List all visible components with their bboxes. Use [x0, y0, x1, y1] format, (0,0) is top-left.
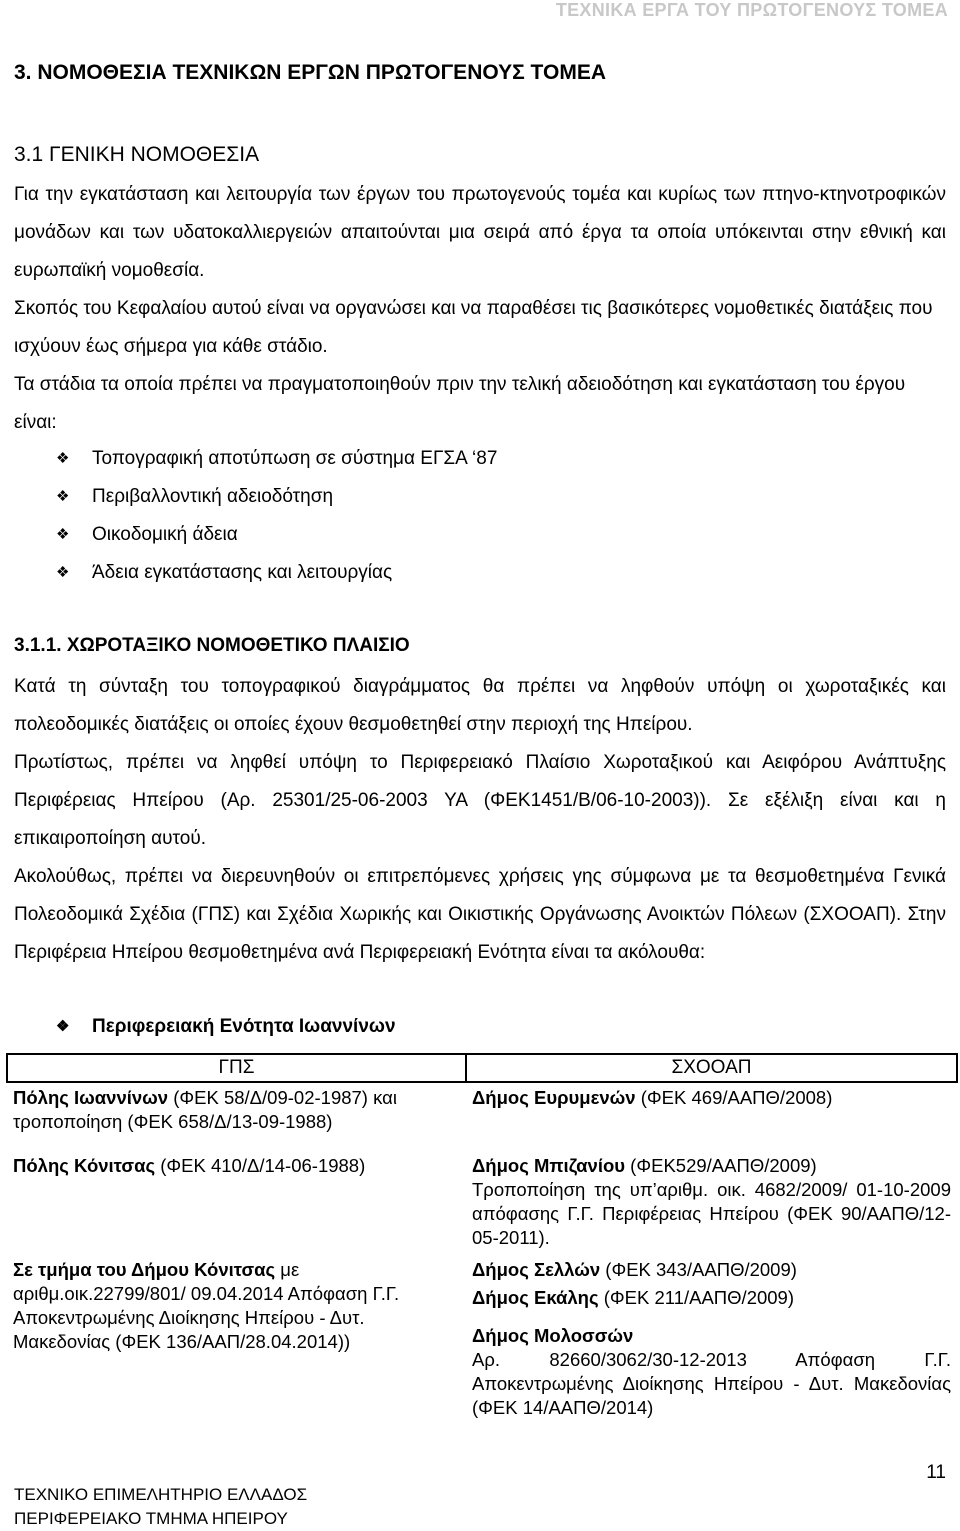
plan-name: Πόλης Κόνιτσας: [13, 1155, 156, 1176]
table-cell: [466, 1082, 957, 1154]
plan-name: Δήμος Εκάλης: [472, 1287, 599, 1308]
stages-paragraph: Τα στάδια τα οποία πρέπει να πραγματοποιηθούν πριν την τελική αδειοδότηση και εγκατάσταση του έργου είναι:: [14, 374, 906, 433]
plan-details: (ΦΕΚ 469/ΑΑΠΘ/2008): [635, 1087, 833, 1108]
stage-label: Τοπογραφική αποτύπωση σε σύστημα ΕΓΣΑ ‘87: [92, 448, 498, 469]
plans-table: [6, 1053, 958, 1420]
diamond-bullet-icon: ❖: [56, 526, 70, 543]
column-header-gps: ΓΠΣ: [7, 1054, 466, 1082]
table-row: [7, 1258, 957, 1420]
regional-unit-heading: [56, 1008, 396, 1046]
land-use-paragraph: Ακολούθως, πρέπει να διερευνηθούν οι επιτρεπόμενες χρήσεις γης σύμφωνα με τα θεσμοθετημένα Γενικά Πολεοδομικά Σχέδια (ΓΠΣ) και Σχέδια Χωρικής και Οικιστικής Οργάνωσης Ανοικτών Πόλεων (ΣΧΟΟΑΠ). Στην Περιφέρεια Ηπείρου θεσμοθετημένα ανά Περιφερειακή Ενότητα είναι τα ακόλουθα:: [14, 866, 946, 963]
list-item: [56, 478, 497, 516]
list-item: [56, 516, 497, 554]
plan-details: (ΦΕΚ529/ΑΑΠΘ/2009): [625, 1155, 817, 1176]
running-header: ΤΕΧΝΙΚΑ ΕΡΓΑ ΤΟΥ ΠΡΩΤΟΓΕΝΟΥΣ ΤΟΜΕΑ: [555, 0, 948, 20]
diamond-bullet-icon: ❖: [56, 564, 70, 581]
footer-line-organization: ΤΕΧΝΙΚΟ ΕΠΙΜΕΛΗΤΗΡΙΟ ΕΛΛΑΔΟΣ: [14, 1485, 308, 1504]
footer-line-department: ΠΕΡΙΦΕΡΕΙΑΚΟ ΤΜΗΜΑ ΗΠΕΙΡΟΥ: [14, 1509, 288, 1528]
plan-name: Δήμος Ευρυμενών: [472, 1087, 636, 1108]
subsubsection-title: 3.1.1. ΧΩΡΟΤΑΞΙΚΟ ΝΟΜΟΘΕΤΙΚΟ ΠΛΑΙΣΙΟ: [14, 635, 410, 656]
list-item: [56, 554, 497, 592]
table-cell: [7, 1154, 466, 1258]
page-number: 11: [926, 1462, 946, 1483]
plan-name: Δήμος Σελλών: [472, 1259, 601, 1280]
section-title: 3. ΝΟΜΟΘΕΣΙΑ ΤΕΧΝΙΚΩΝ ΕΡΓΩΝ ΠΡΩΤΟΓΕΝΟΥΣ ΤΟΜΕΑ: [14, 61, 606, 84]
table-row: [7, 1154, 957, 1258]
diamond-bullet-icon: ❖: [56, 488, 70, 505]
plan-details: με αριθμ.οικ.22799/801/ 09.04.2014 Απόφαση Γ.Γ. Αποκεντρωμένης Διοίκησης Ηπείρου - Δυτ. Μακεδονίας (ΦΕΚ 136/ΑΑΠ/28.04.2014)): [13, 1259, 400, 1352]
regional-framework-paragraph: Πρωτίστως, πρέπει να ληφθεί υπόψη το Περιφερειακό Πλαίσιο Χωροταξικού και Αειφόρου Ανάπτυξης Περιφέρειας Ηπείρου (Αρ. 25301/25-06-2003 ΥΑ (ΦΕΚ1451/Β/06-10-2003)). Σε εξέλιξη είναι και η επικαιροποίηση αυτού.: [14, 752, 946, 849]
plan-details: (ΦΕΚ 58/Δ/09-02-1987) και τροποποίηση (ΦΕΚ 658/Δ/13-09-1988): [13, 1087, 397, 1132]
table-row: [7, 1082, 957, 1154]
diamond-bullet-icon: ❖: [56, 1018, 70, 1035]
stage-label: Άδεια εγκατάστασης και λειτουργίας: [92, 562, 393, 583]
stage-label: Οικοδομική άδεια: [92, 524, 238, 545]
stages-list: [56, 440, 497, 592]
regional-unit-label: Περιφερειακή Ενότητα Ιωαννίνων: [92, 1016, 396, 1037]
table-cell: [7, 1258, 466, 1420]
plan-name: Πόλης Ιωαννίνων: [13, 1087, 169, 1108]
table-cell: [466, 1258, 957, 1420]
plan-name: Δήμος Μολοσσών: [472, 1325, 634, 1346]
purpose-paragraph: Σκοπός του Κεφαλαίου αυτού είναι να οργανώσει και να παραθέσει τις βασικότερες νομοθετικές διατάξεις που ισχύουν έως σήμερα για κάθε στάδιο.: [14, 298, 933, 357]
plan-details: (ΦΕΚ 410/Δ/14-06-1988): [155, 1155, 366, 1176]
plan-details: (ΦΕΚ 343/ΑΑΠΘ/2009): [600, 1259, 797, 1280]
diamond-bullet-icon: ❖: [56, 450, 70, 467]
subsection-title: 3.1 ΓΕΝΙΚΗ ΝΟΜΟΘΕΣΙΑ: [14, 143, 260, 166]
plan-name: Δήμος Μπιζανίου: [472, 1155, 626, 1176]
intro-paragraph: Για την εγκατάσταση και λειτουργία των έργων του πρωτογενούς τομέα και κυρίως των πτηνο-κτηνοτροφικών μονάδων και των υδατοκαλλιεργειών απαιτούνται μια σειρά από έργα τα οποία υπόκεινται στην εθνική και ευρωπαϊκή νομοθεσία.: [14, 184, 946, 281]
plan-amendment: Τροποποίηση της υπ’αριθμ. οικ. 4682/2009/ 01-10-2009 απόφασης Γ.Γ. Περιφέρειας Ηπείρου (ΦΕΚ 90/ΑΑΠΘ/12-05-2011).: [472, 1179, 951, 1248]
planning-paragraph: Κατά τη σύνταξη του τοπογραφικού διαγράμματος θα πρέπει να ληφθούν υπόψη οι χωροταξικές και πολεοδομικές διατάξεις οι οποίες έχουν θεσμοθετηθεί στην περιοχή της Ηπείρου.: [14, 676, 946, 735]
column-header-sxooap: ΣΧΟΟΑΠ: [466, 1054, 957, 1082]
list-item: [56, 440, 497, 478]
plan-details: (ΦΕΚ 211/ΑΑΠΘ/2009): [598, 1287, 795, 1308]
plan-name: Σε τμήμα του Δήμου Κόνιτσας: [13, 1259, 276, 1280]
table-cell: [7, 1082, 466, 1154]
table-cell: [466, 1154, 957, 1258]
stage-label: Περιβαλλοντική αδειοδότηση: [92, 486, 334, 507]
plan-decision: Αρ. 82660/3062/30-12-2013 Απόφαση Γ.Γ. Αποκεντρωμένης Διοίκησης Ηπείρου - Δυτ. Μακεδονίας (ΦΕΚ 14/ΑΑΠΘ/2014): [472, 1349, 951, 1418]
